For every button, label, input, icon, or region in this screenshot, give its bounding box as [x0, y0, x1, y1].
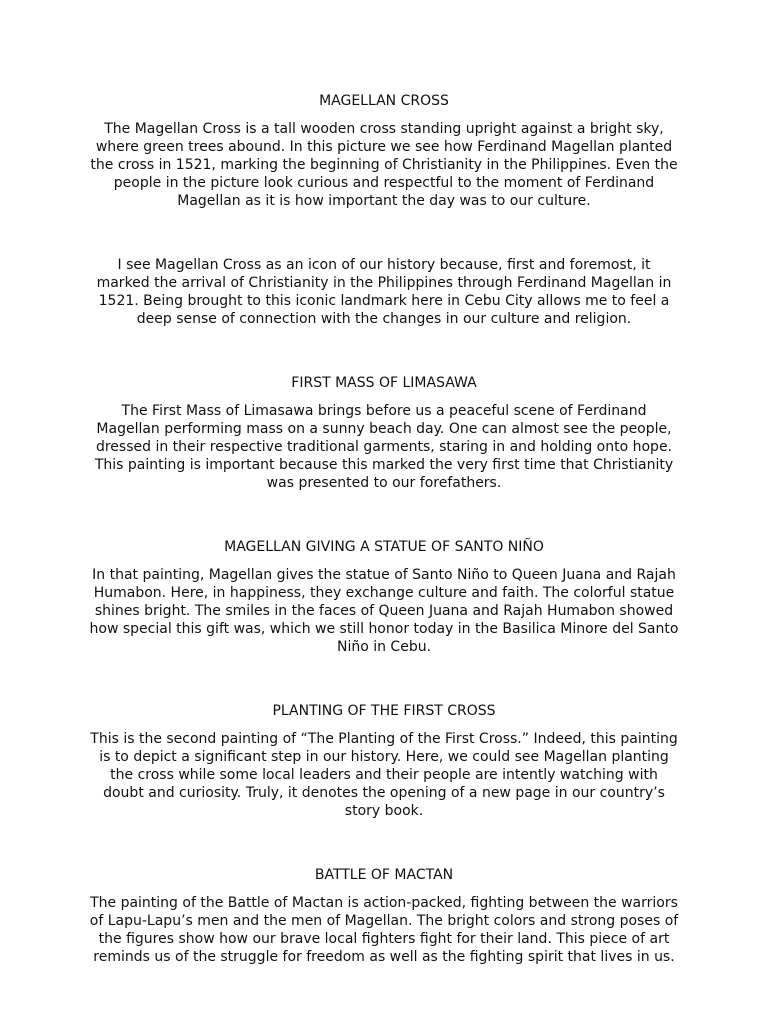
section-heading-planting-first-cross: PLANTING OF THE FIRST CROSS	[272, 703, 496, 719]
paragraph-magellan-cross-reflection: I see Magellan Cross as an icon of our history because, first and foremost, it marked the arrival of Christianity in the Philippines through Ferdinand Magellan in 1521. Being brought to this iconic landmark here in Cebu City allows me to feel a deep sense of connection with the changes in our culture and religion.	[96, 257, 672, 327]
document-body	[89, 92, 679, 966]
section-spacer	[89, 656, 679, 702]
section-heading-magellan-cross: MAGELLAN CROSS	[319, 93, 449, 109]
section-spacer	[89, 328, 679, 374]
paragraph-spacer	[89, 210, 679, 256]
section-spacer	[89, 492, 679, 538]
section-heading-battle-of-mactan: BATTLE OF MACTAN	[314, 867, 454, 883]
paragraph-battle-of-mactan: The painting of the Battle of Mactan is action-packed, fighting between the warriors of Lapu-Lapu’s men and the men of Magellan. The bright colors and strong poses of the figures show how our brave local fighters fight for their land. This piece of art reminds us of the struggle for freedom as well as the fighting spirit that lives in us.	[89, 895, 679, 965]
paragraph-magellan-cross-description: The Magellan Cross is a tall wooden cross standing upright against a bright sky, where green trees abound. In this picture we see how Ferdinand Magellan planted the cross in 1521, marking the beginning of Christianity in the Philippines. Even the people in the picture look curious and respectful to the moment of Ferdinand Magellan as it is how important the day was to our culture.	[90, 121, 678, 209]
paragraph-santo-nino: In that painting, Magellan gives the statue of Santo Niño to Queen Juana and Rajah Humabon. Here, in happiness, they exchange culture and faith. The colorful statue shines bright. The smiles in the faces of Queen Juana and Rajah Humabon showed how special this gift was, which we still honor today in the Basilica Minore del Santo Niño in Cebu.	[89, 567, 679, 655]
section-spacer	[89, 820, 679, 866]
section-heading-santo-nino: MAGELLAN GIVING A STATUE OF SANTO NIÑO	[224, 539, 544, 555]
paragraph-planting-first-cross: This is the second painting of “The Planting of the First Cross.” Indeed, this painting is to depict a significant step in our history. Here, we could see Magellan planting the cross while some local leaders and their people are intently watching with doubt and curiosity. Truly, it denotes the opening of a new page in our country’s story book.	[90, 731, 678, 819]
paragraph-first-mass: The First Mass of Limasawa brings before us a peaceful scene of Ferdinand Magellan performing mass on a sunny beach day. One can almost see the people, dressed in their respective traditional garments, staring in and holding onto hope. This painting is important because this marked the very first time that Christianity was presented to our forefathers.	[94, 403, 674, 491]
section-heading-first-mass: FIRST MASS OF LIMASAWA	[291, 375, 477, 391]
